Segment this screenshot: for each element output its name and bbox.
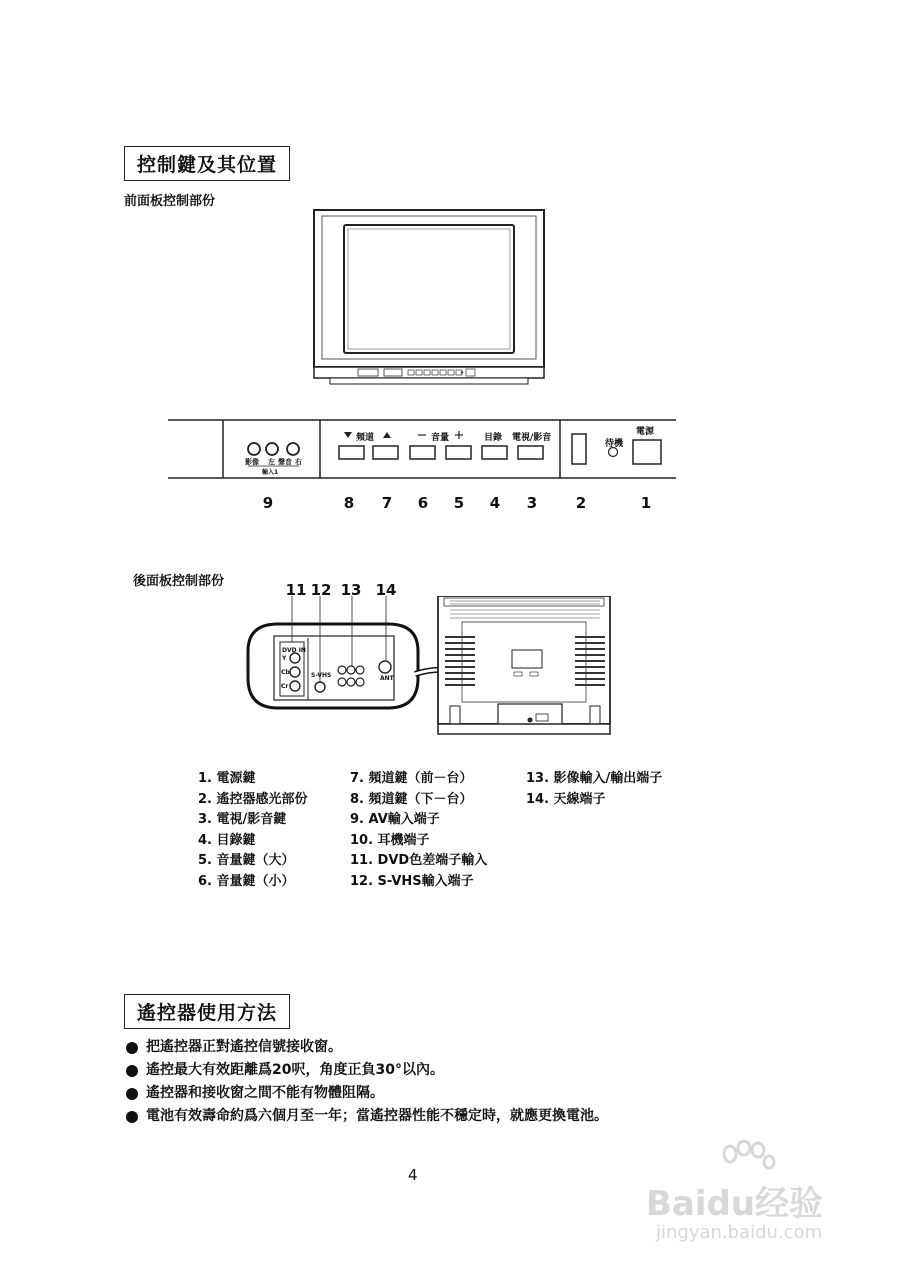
- list-item: 遙控最大有效距離爲20呎，角度正負30°以內。: [126, 1059, 608, 1082]
- legend-col-3: [526, 769, 662, 810]
- bullet-icon: [126, 1065, 138, 1077]
- menu-button: [482, 446, 507, 459]
- av-audio-label: 聲音: [278, 458, 292, 466]
- legend-item: 3. 電視/影音鍵: [198, 812, 287, 827]
- front-control-panel: [168, 418, 676, 480]
- page-number: 4: [408, 1166, 418, 1184]
- legend-item: 8. 頻道鍵（下－台）: [350, 791, 473, 807]
- video-jack-icon: [248, 443, 260, 455]
- front-panel-label: 前面板控制部份: [124, 194, 216, 209]
- front-number: 2: [575, 494, 587, 512]
- volume-label: 音量: [431, 433, 450, 443]
- watermark-brand: Baidu经验: [646, 1184, 824, 1224]
- legend-item: 2. 遙控器感光部份: [198, 791, 308, 807]
- legend-item: 11. DVD色差端子輸入: [350, 853, 488, 868]
- menu-label: 目錄: [484, 433, 503, 443]
- remote-usage-list: [126, 1036, 608, 1128]
- av-group-label: 輸入1: [262, 469, 279, 476]
- audio-right-jack-icon: [287, 443, 299, 455]
- up-arrow-icon: [383, 432, 391, 438]
- legend-col-2: [350, 769, 487, 892]
- remote-section-title: 遙控器使用方法: [124, 994, 290, 1029]
- legend-item: 9. AV輸入端子: [350, 812, 440, 827]
- legend-item: 14. 天線端子: [526, 791, 606, 807]
- front-number: 9: [262, 494, 274, 512]
- bullet-icon: [126, 1042, 138, 1054]
- legend-item: 13. 影像輸入/輸出端子: [526, 771, 663, 786]
- standby-label: 待機: [605, 439, 624, 449]
- down-arrow-icon: [344, 432, 352, 438]
- av-left-label: 左: [268, 458, 275, 466]
- watermark-url: jingyan.baidu.com: [656, 1222, 823, 1243]
- audio-left-jack-icon: [266, 443, 278, 455]
- volume-down-button: [410, 446, 435, 459]
- front-number: 6: [417, 494, 429, 512]
- controls-section-title: 控制鍵及其位置: [124, 146, 290, 181]
- rear-number: 11: [285, 581, 307, 599]
- ant-label: ANT: [380, 675, 394, 682]
- bullet-icon: [126, 1088, 138, 1100]
- front-number: 7: [381, 494, 393, 512]
- list-item: 電池有效壽命約爲六個月至一年；當遙控器性能不穩定時，就應更換電池。: [126, 1105, 608, 1128]
- legend-item: 5. 音量鍵（大）: [198, 853, 295, 868]
- legend-item: 6. 音量鍵（小）: [198, 873, 295, 889]
- legend-item: 4. 目錄鍵: [198, 832, 256, 848]
- power-label: 電源: [636, 427, 655, 437]
- bullet-icon: [126, 1111, 138, 1123]
- legend-item: 12. S-VHS輸入端子: [350, 873, 474, 889]
- power-button: [633, 440, 661, 464]
- av-video-label: 影像: [245, 458, 259, 466]
- legend-col-1: [198, 769, 308, 892]
- legend-item: 1. 電源鍵: [198, 771, 256, 786]
- cb-label: Cb: [281, 669, 290, 676]
- volume-up-button: [446, 446, 471, 459]
- list-item: 把遙控器正對遙控信號接收窗。: [126, 1036, 608, 1059]
- tv-av-button: [518, 446, 543, 459]
- channel-label: 頻道: [356, 433, 375, 443]
- tv-front-illustration: [310, 207, 548, 389]
- rear-panel-illustration: [240, 596, 620, 741]
- legend-item: 10. 耳機端子: [350, 832, 430, 848]
- legend-item: 7. 頻道鍵（前－台）: [350, 771, 473, 786]
- front-number: 4: [489, 494, 501, 512]
- list-item: 遙控器和接收窗之間不能有物體阻隔。: [126, 1082, 608, 1105]
- tv-av-label: 電視/影音: [512, 433, 552, 443]
- rear-panel-label: 後面板控制部份: [133, 574, 225, 589]
- y-label: Y: [282, 655, 287, 662]
- svhs-label: S-VHS: [311, 672, 332, 679]
- channel-up-button: [373, 446, 398, 459]
- rear-number: 13: [340, 581, 362, 599]
- av-right-label: 右: [295, 458, 302, 466]
- channel-down-button: [339, 446, 364, 459]
- front-number: 8: [343, 494, 355, 512]
- rear-number: 14: [375, 581, 397, 599]
- dvd-in-label: DVD IN: [282, 647, 306, 654]
- front-number: 5: [453, 494, 465, 512]
- remote-sensor-icon: [572, 434, 586, 464]
- cr-label: Cr: [281, 683, 289, 690]
- front-number: 3: [526, 494, 538, 512]
- front-number: 1: [640, 494, 652, 512]
- rear-number: 12: [310, 581, 332, 599]
